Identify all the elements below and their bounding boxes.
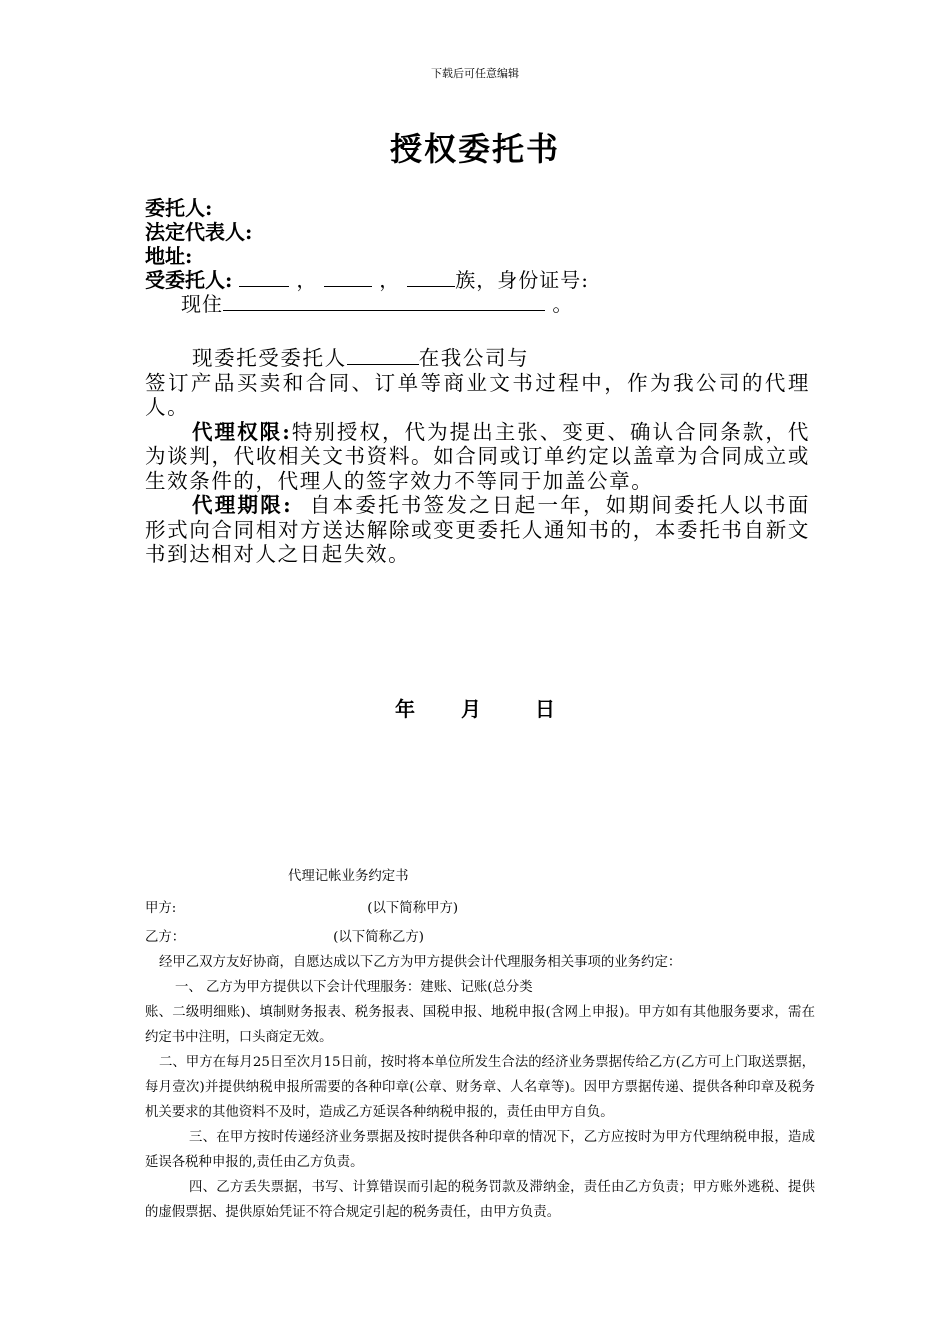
date-month: 月 xyxy=(461,697,481,721)
party-a-line xyxy=(145,896,815,921)
header-note: 下载后可任意编辑 xyxy=(431,67,519,80)
date-day: 日 xyxy=(535,697,555,721)
residence-period: 。 xyxy=(552,292,574,316)
appointee-blank[interactable] xyxy=(347,346,419,365)
agent-ethnic-blank[interactable] xyxy=(407,268,455,287)
party-fields xyxy=(145,196,825,316)
scope-text: 特别授权，代为提出主张、变更、确认合同条款，代为谈判，代收相关文书资料。如合同或订单约定以盖章为合同成立或生效条件的，代理人的签字效力不等同于加盖公章。 xyxy=(145,419,810,493)
authorization-body xyxy=(145,346,810,567)
agreement-item-4: 四、乙方丢失票据，书写、计算错误而引起的税务罚款及滞纳金，责任由乙方负责；甲方账外逃税、提供的虚假票据、提供原始凭证不符合规定引起的税务责任，由甲方负责。 xyxy=(145,1180,815,1220)
agreement-item-1b: 账、二级明细账)、填制财务报表、税务报表、国税申报、地税申报(含网上申报)。甲方如有其他服务要求，需在约定书中注明，口头商定无效。 xyxy=(145,1005,815,1045)
legal-rep-field xyxy=(145,220,825,244)
agent-name-blank[interactable] xyxy=(239,268,289,287)
appointment-text-b: 在我公司与 xyxy=(418,346,530,370)
agent-comma-1: ， xyxy=(296,268,318,292)
appointment-text-c: 签订产品买卖和合同、订单等商业文书过程中，作为我公司的代理人。 xyxy=(145,370,810,419)
agreement-intro: 经甲乙双方友好协商，自愿达成以下乙方为甲方提供会计代理服务相关事项的业务约定： xyxy=(159,955,682,970)
term-label: 代理期限: xyxy=(192,493,293,517)
agreement-item-2: 二、甲方在每月25日至次月15日前，按时将本单位所发生合法的经济业务票据传给乙方(乙方可上门取送票据，每月壹次)并提供纳税申报所需要的各种印章(公章、财务章、人名章等)。因甲方票据传递、提供各种印章及税务机关要求的其他资料不及时，造成乙方延误各种纳税申报的，责任由甲方自负。 xyxy=(145,1055,815,1120)
agreement-title: 代理记帐业务约定书 xyxy=(288,869,409,884)
agent-gender-blank[interactable] xyxy=(324,268,372,287)
principal-label: 委托人: xyxy=(145,196,213,220)
appointment-text-a: 现委托受委托人 xyxy=(192,346,347,370)
appointment-paragraph xyxy=(145,346,810,420)
agent-ethnic-id-label: 族，身份证号: xyxy=(455,268,589,292)
agent-label: 受委托人: xyxy=(145,268,233,292)
agreement-item-1a: 一、 乙方为甲方提供以下会计代理服务：建账、记账(总分类 xyxy=(175,980,533,995)
term-paragraph xyxy=(145,493,810,567)
party-b-note: (以下简称乙方) xyxy=(333,930,424,945)
agreement-item-3: 三、在甲方按时传递经济业务票据及按时提供各种印章的情况下，乙方应按时为甲方代理纳税申报，造成延误各税种申报的,责任由乙方负责。 xyxy=(145,1130,815,1170)
principal-field xyxy=(145,196,825,220)
party-a-label: 甲方: xyxy=(145,901,177,916)
agent-comma-2: ， xyxy=(379,268,401,292)
agent-field xyxy=(145,268,825,292)
residence-field xyxy=(145,292,825,316)
date-year: 年 xyxy=(395,697,415,721)
party-b-line xyxy=(145,925,815,950)
party-b-label: 乙方： xyxy=(145,930,186,945)
address-field xyxy=(145,244,825,268)
scope-label: 代理权限: xyxy=(192,419,292,444)
signature-date xyxy=(0,696,950,722)
party-a-note: (以下简称甲方) xyxy=(367,901,459,916)
residence-label: 现住 xyxy=(181,292,223,316)
residence-blank[interactable] xyxy=(223,292,545,311)
bookkeeping-agreement xyxy=(145,864,815,1225)
scope-paragraph xyxy=(145,420,810,494)
address-label: 地址: xyxy=(145,244,193,268)
legal-rep-label: 法定代表人: xyxy=(145,220,253,244)
page-title: 授权委托书 xyxy=(389,130,560,168)
term-text: 自本委托书签发之日起一年，如期间委托人以书面形式向合同相对方送达解除或变更委托人通知书的，本委托书自新文书到达相对人之日起失效。 xyxy=(145,493,810,566)
